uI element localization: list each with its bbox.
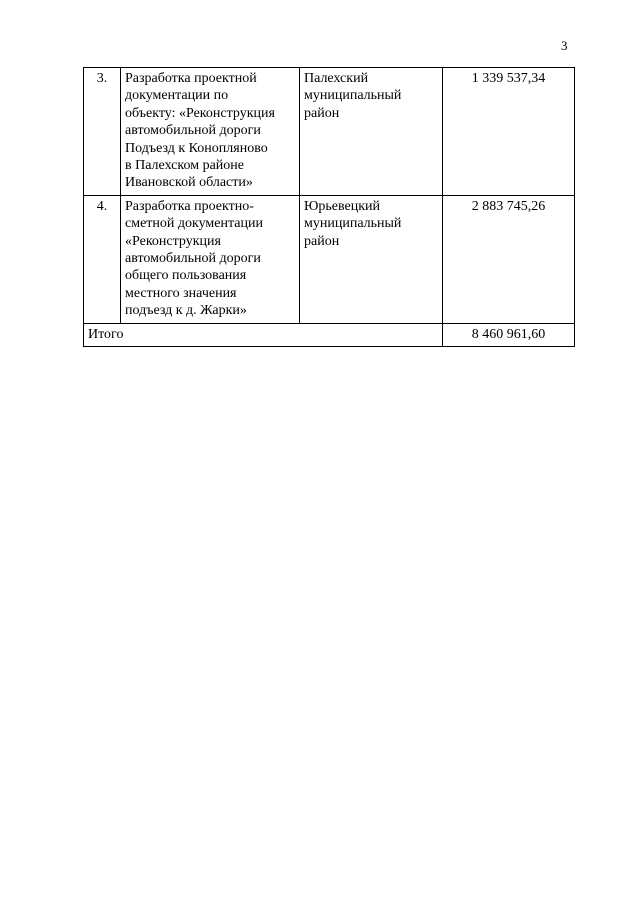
description-line: Подъезд к Конопляново — [125, 140, 268, 156]
district-line: муниципальный — [304, 216, 402, 232]
row-number: 3. — [84, 68, 121, 196]
district-line: район — [304, 233, 340, 249]
district-line: Юрьевецкий — [304, 198, 381, 214]
description-line: сметной документации — [125, 216, 263, 232]
description-line: в Палехском районе — [125, 158, 244, 174]
page-number: 3 — [561, 38, 568, 53]
description-line: Разработка проектной — [125, 71, 257, 86]
table-row — [84, 195, 575, 323]
description-line: автомобильной дороги — [125, 123, 261, 139]
district-line: Палехский — [304, 71, 369, 86]
description-line: автомобильной дороги — [125, 251, 261, 267]
description-line: Разработка проектно- — [125, 198, 254, 214]
description-line: объекту: «Реконструкция — [125, 105, 275, 121]
description-line: подъезд к д. Жарки» — [125, 303, 247, 319]
district-line: район — [304, 105, 340, 121]
project-description — [121, 195, 300, 323]
description-line: Ивановской области» — [125, 175, 253, 191]
funding-table — [83, 67, 575, 347]
district-name — [300, 195, 443, 323]
row-number: 4. — [84, 195, 121, 323]
district-line: муниципальный — [304, 88, 402, 104]
description-line: «Реконструкция — [125, 233, 221, 249]
amount-value: 2 883 745,26 — [443, 195, 575, 323]
total-row — [84, 323, 575, 346]
total-label: Итого — [84, 323, 443, 346]
amount-value: 1 339 537,34 — [443, 68, 575, 196]
district-name — [300, 68, 443, 196]
table-row — [84, 68, 575, 196]
description-line: документации по — [125, 88, 229, 104]
description-line: местного значения — [125, 285, 237, 301]
description-line: общего пользования — [125, 268, 247, 284]
total-amount: 8 460 961,60 — [443, 323, 575, 346]
project-description — [121, 68, 300, 196]
